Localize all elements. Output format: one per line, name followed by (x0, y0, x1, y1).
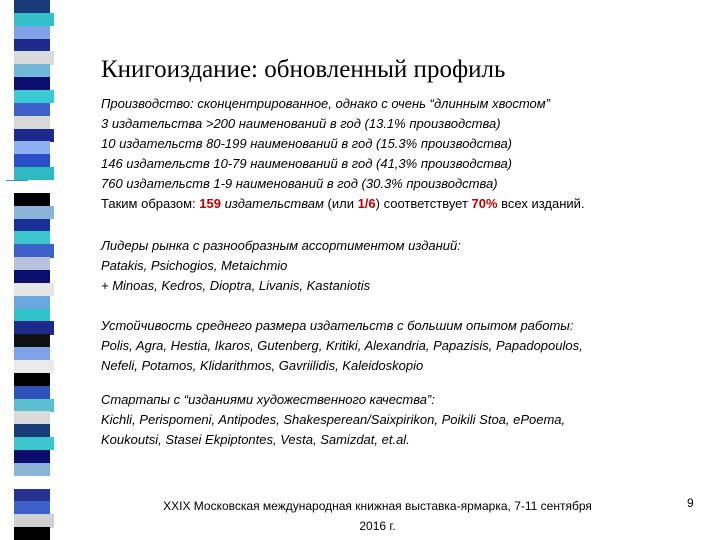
decorative-stripe (0, 0, 64, 540)
stripe-block (14, 334, 50, 347)
stripe-block (14, 360, 54, 373)
section-heading: Стартапы с “изданиями художественного качества”: (101, 392, 435, 407)
footer-line: 2016 г. (359, 519, 396, 533)
production-line: Производство: сконцентрированное, однако с очень “длинным хвостом” (101, 96, 550, 111)
stripe-block (14, 399, 54, 412)
stripe-block (14, 129, 54, 142)
publisher-list-line: Koukoutsi, Stasei Ekpiptontes, Vesta, Samizdat, et.al. (101, 432, 410, 447)
stripe-block (14, 219, 50, 232)
summary-text: (или (323, 196, 358, 211)
stripe-block (14, 476, 54, 489)
stripe-block (14, 13, 54, 26)
stripe-block (14, 180, 50, 193)
stripe-block (14, 309, 50, 322)
publisher-list-line: Kichli, Perispomeni, Antipodes, Shakesperean/Saixpirikon, Poikili Stoa, ePoema, (101, 412, 566, 427)
production-line: 146 издательств 10-79 наименований в год (41,3% производства) (101, 156, 513, 171)
stripe-block (14, 373, 50, 386)
summary-line (101, 194, 585, 214)
stripe-block (14, 386, 50, 399)
mid-size-section (101, 316, 583, 376)
stripe-block (14, 296, 50, 309)
summary-text: Таким образом: (101, 196, 200, 211)
summary-highlight: 159 (199, 196, 221, 211)
footer-line: XXIX Московская международная книжная выставка-ярмарка, 7-11 сентября (163, 499, 592, 513)
stripe-block (14, 501, 50, 514)
stripe-block (14, 527, 50, 540)
startups-section (101, 390, 565, 450)
summary-highlight: 70% (471, 196, 498, 211)
production-line: 760 издательств 1-9 наименований в год (30.3% производства) (101, 176, 498, 191)
stripe-block (14, 244, 54, 257)
market-leaders-section (101, 236, 461, 296)
footer (100, 496, 655, 536)
stripe-block (14, 489, 50, 502)
stripe-block (14, 321, 54, 334)
stripe-block (14, 77, 50, 90)
summary-text: всех изданий. (497, 196, 585, 211)
stripe-block (14, 283, 54, 296)
publisher-list-line: Nefeli, Potamos, Klidarithmos, Gavriilidis, Kaleidoskopio (101, 358, 424, 373)
production-section (101, 94, 585, 214)
section-heading: Устойчивость среднего размера издательств с большим опытом работы: (101, 318, 574, 333)
publisher-list-line: Polis, Agra, Hestia, Ikaros, Gutenberg, Kritiki, Alexandria, Papazisis, Papadopoulos, (101, 338, 583, 353)
publisher-list-line: + Minoas, Kedros, Dioptra, Livanis, Kastaniotis (101, 278, 371, 293)
stripe-block (14, 231, 50, 244)
stripe-block (14, 514, 54, 527)
stripe-block (14, 103, 50, 116)
stripe-block (14, 39, 50, 52)
stripe-block (14, 0, 50, 13)
page-number: 9 (687, 496, 694, 510)
section-heading: Лидеры рынка с разнообразным ассортиментом изданий: (101, 238, 461, 253)
stripe-block (14, 154, 50, 167)
stripe-block (14, 450, 50, 463)
stripe-block (14, 347, 50, 360)
stripe-block (14, 424, 50, 437)
stripe-block (14, 64, 50, 77)
production-line: 3 издательства >200 наименований в год (13.1% производства) (101, 116, 501, 131)
stripe-block (14, 270, 50, 283)
stripe-block (14, 167, 54, 180)
stripe-block (14, 26, 50, 39)
publisher-list-line: Patakis, Psichogios, Metaichmio (101, 258, 288, 273)
production-line: 10 издательств 80-199 наименований в год (15.3% производства) (101, 136, 513, 151)
stripe-block (14, 411, 50, 424)
stripe-block (14, 437, 54, 450)
slide-title: Книгоиздание: обновленный профиль (101, 56, 506, 83)
summary-highlight: 1/6 (357, 196, 376, 211)
stripe-block (14, 141, 50, 154)
stripe-block (14, 90, 54, 103)
stripe-block (14, 116, 50, 129)
summary-text: ) соответствует (375, 196, 472, 211)
accent-line (6, 180, 28, 181)
stripe-block (14, 51, 54, 64)
stripe-block (14, 257, 50, 270)
stripe-block (14, 463, 50, 476)
summary-text: издательствам (220, 196, 324, 211)
stripe-block (14, 206, 54, 219)
stripe-block (14, 193, 50, 206)
